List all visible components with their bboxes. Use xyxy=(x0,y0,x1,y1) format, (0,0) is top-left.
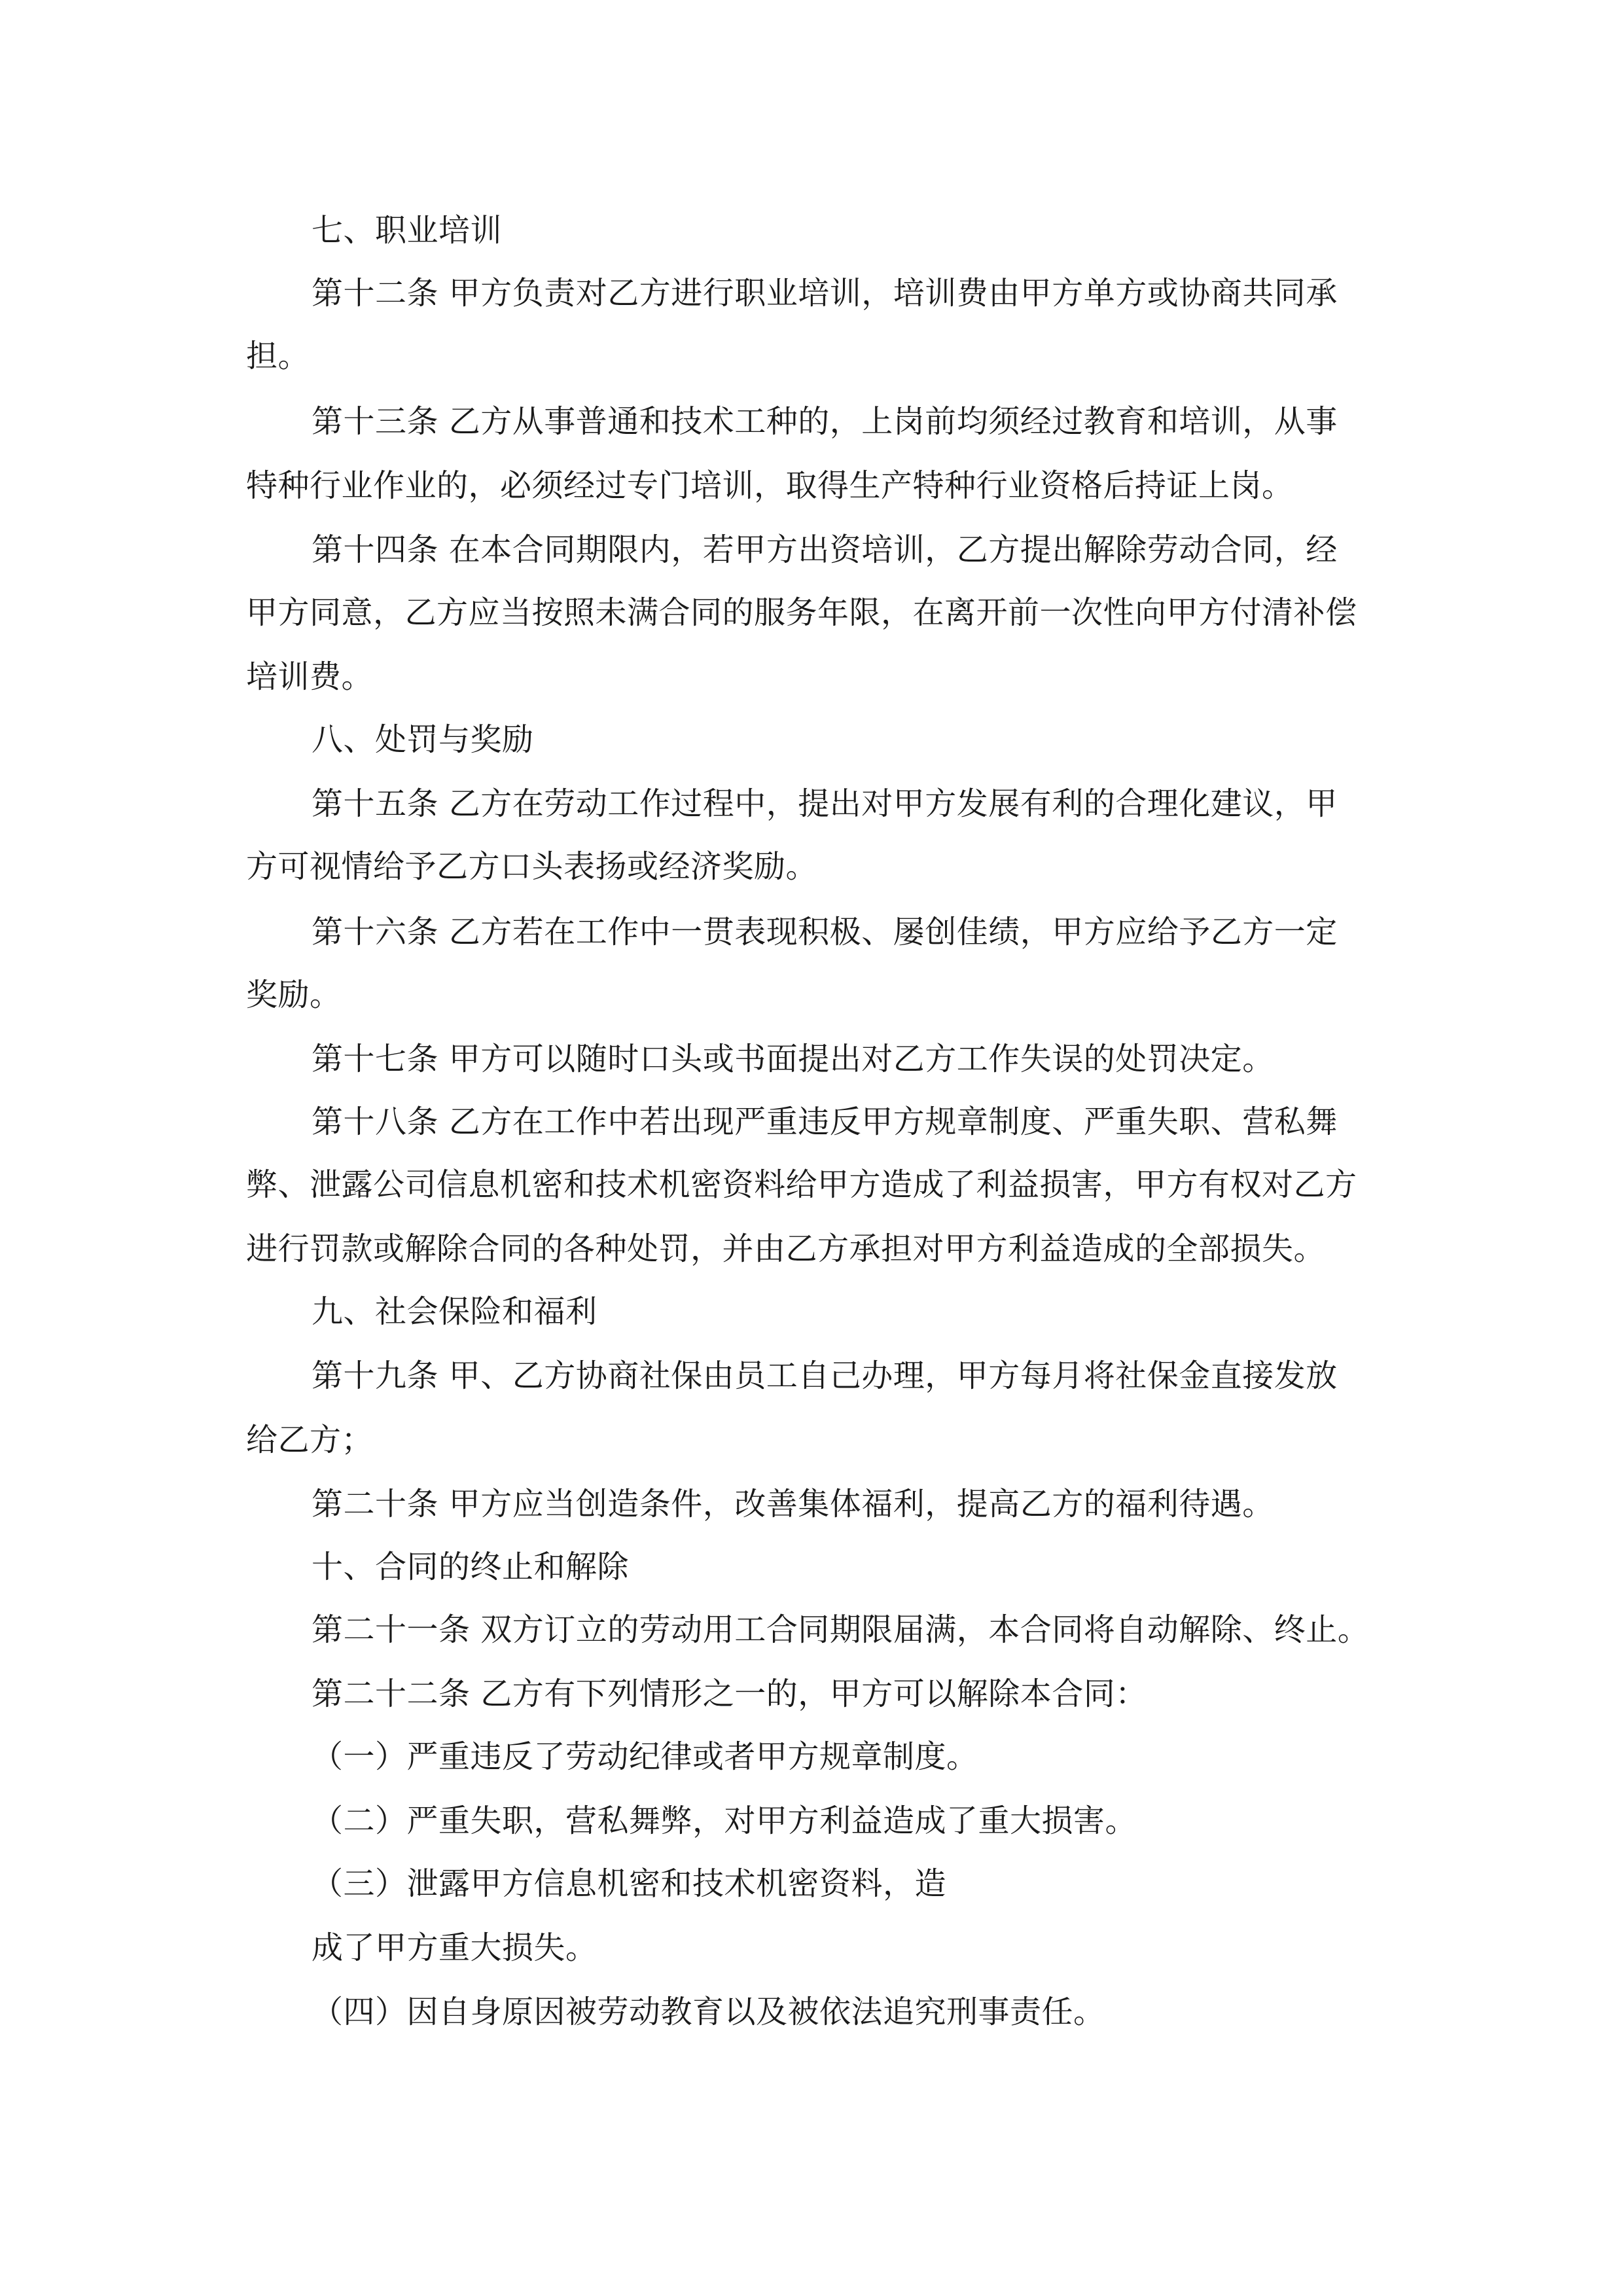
paragraph-line: 第十二条 甲方负责对乙方进行职业培训，培训费由甲方单方或协商共同承 xyxy=(312,275,1338,312)
paragraph-line: 方可视情给予乙方口头表扬或经济奖励。 xyxy=(246,848,818,885)
paragraph-line: 给乙方； xyxy=(246,1422,374,1458)
list-item: （一）严重违反了劳动纪律或者甲方规章制度。 xyxy=(312,1738,978,1775)
section-heading: 九、社会保险和福利 xyxy=(312,1293,597,1330)
paragraph-line: 甲方同意，乙方应当按照未满合同的服务年限，在离开前一次性向甲方付清补偿 xyxy=(246,594,1357,631)
list-item: （四）因自身原因被劳动教育以及被依法追究刑事责任。 xyxy=(312,1994,1105,2030)
paragraph-line: 担。 xyxy=(246,338,310,374)
paragraph-line: 弊、泄露公司信息机密和技术机密资料给甲方造成了利益损害，甲方有权对乙方 xyxy=(246,1166,1357,1203)
paragraph-line: 第十五条 乙方在劳动工作过程中，提出对甲方发展有利的合理化建议，甲 xyxy=(312,785,1338,822)
paragraph-line: 进行罚款或解除合同的各种处罚，并由乙方承担对甲方利益造成的全部损失。 xyxy=(246,1230,1326,1267)
list-item: （三）泄露甲方信息机密和技术机密资料，造 xyxy=(312,1865,947,1902)
paragraph-line: 第二十一条 双方订立的劳动用工合同期限届满，本合同将自动解除、终止。 xyxy=(312,1611,1370,1648)
section-heading: 十、合同的终止和解除 xyxy=(312,1549,630,1585)
paragraph-line: 第十七条 甲方可以随时口头或书面提出对乙方工作失误的处罚决定。 xyxy=(312,1041,1274,1077)
section-heading: 八、处罚与奖励 xyxy=(312,721,534,758)
paragraph-line: 特种行业作业的，必须经过专门培训，取得生产特种行业资格后持证上岗。 xyxy=(246,467,1294,504)
list-item: （二）严重失职，营私舞弊，对甲方利益造成了重大损害。 xyxy=(312,1803,1137,1839)
paragraph-line: 培训费。 xyxy=(246,658,374,695)
paragraph-line: 第十三条 乙方从事普通和技术工种的，上岗前均须经过教育和培训，从事 xyxy=(312,403,1338,440)
paragraph-line: 第十六条 乙方若在工作中一贯表现积极、屡创佳绩，甲方应给予乙方一定 xyxy=(312,914,1338,950)
section-heading: 七、职业培训 xyxy=(312,212,503,249)
paragraph-line: 第十八条 乙方在工作中若出现严重违反甲方规章制度、严重失职、营私舞 xyxy=(312,1103,1338,1140)
paragraph-line: 奖励。 xyxy=(246,977,342,1013)
paragraph-line: 第二十条 甲方应当创造条件，改善集体福利，提高乙方的福利待遇。 xyxy=(312,1486,1274,1522)
paragraph-line: 第十四条 在本合同期限内，若甲方出资培训，乙方提出解除劳动合同，经 xyxy=(312,531,1338,568)
paragraph-line: 第十九条 甲、乙方协商社保由员工自己办理，甲方每月将社保金直接发放 xyxy=(312,1357,1338,1394)
list-item-continuation: 成了甲方重大损失。 xyxy=(312,1929,597,1966)
paragraph-line: 第二十二条 乙方有下列情形之一的，甲方可以解除本合同： xyxy=(312,1676,1147,1712)
